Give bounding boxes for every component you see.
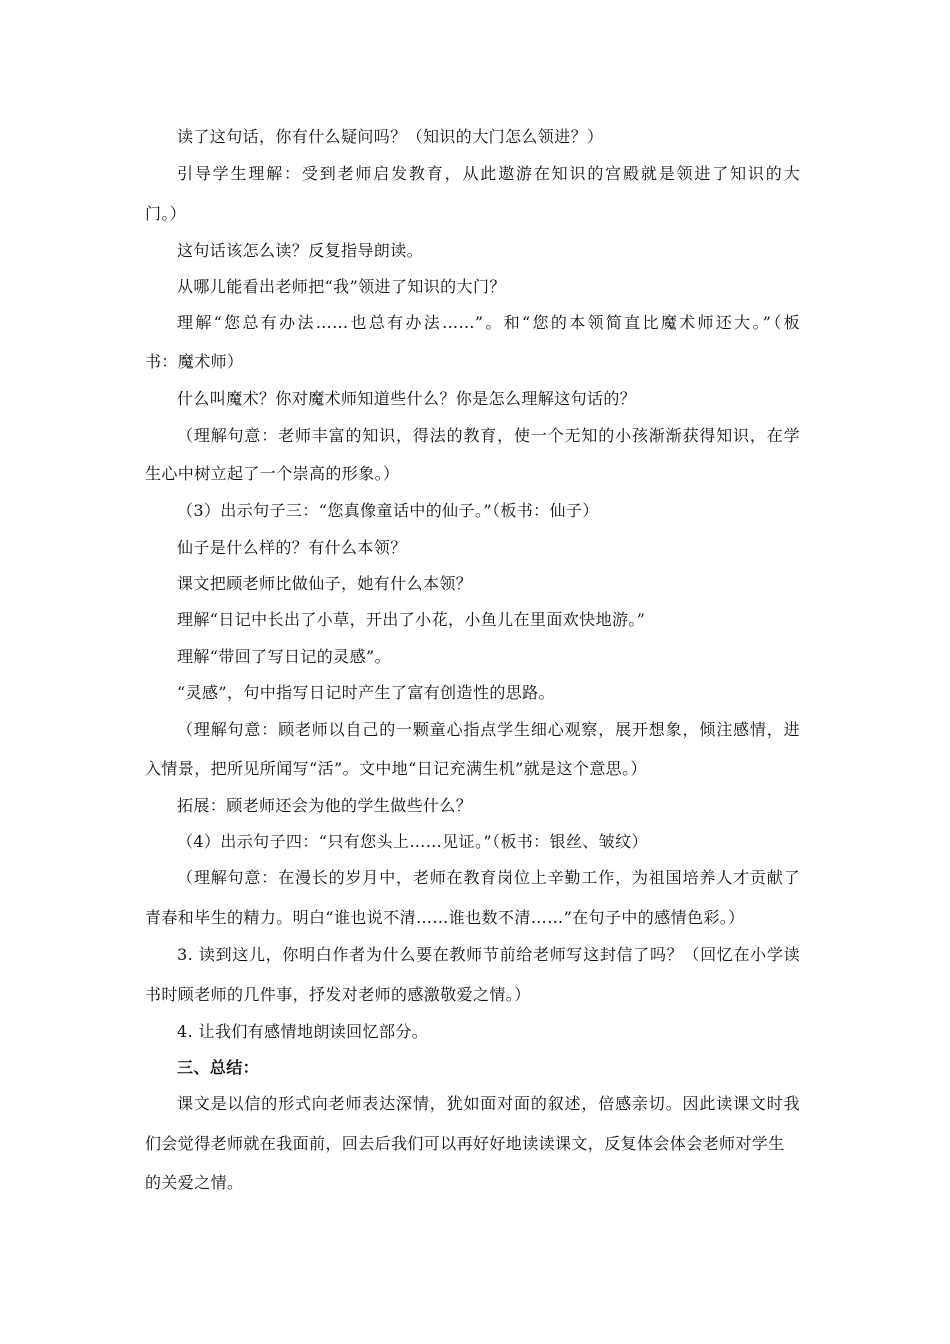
text-line: 书：魔术师） — [145, 352, 244, 371]
text-line: 入情景，把所见所闻写“活”。文中地“日记充满生机”就是这个意思。） — [145, 759, 647, 778]
section-heading: 三、总结： — [177, 1058, 260, 1077]
text-line: 这句话该怎么读？反复指导朗读。 — [177, 241, 424, 260]
text-line: 书时顾老师的几件事，抒发对老师的感激敬爱之情。） — [145, 985, 531, 1004]
text-line: （4）出示句子四：“只有您头上……见证。”（板书：银丝、皱纹） — [177, 832, 648, 851]
text-line: （3）出示句子三：“您真像童话中的仙子。”（板书：仙子） — [177, 501, 599, 520]
text-line: （理解句意：在漫长的岁月中，老师在教育岗位上辛勤工作，为祖国培养人才贡献了 — [177, 868, 800, 887]
text-line: 3. 读到这儿，你明白作者为什么要在教师节前给老师写这封信了吗？（回忆在小学读 — [177, 945, 800, 964]
text-line: 引导学生理解：受到老师启发教育，从此遨游在知识的宫殿就是领进了知识的大 — [177, 164, 800, 183]
text-line: 理解“您总有办法……也总有办法……”。和“您的本领简直比魔术师还大。”（板 — [177, 313, 800, 332]
text-line: 生心中树立起了一个崇高的形象。） — [145, 464, 400, 483]
text-line: 理解“日记中长出了小草，开出了小花，小鱼儿在里面欢快地游。” — [177, 610, 646, 629]
text-line: 们会觉得老师就在我面前，回去后我们可以再好好地读读课文，反复体会体会老师对学生 — [145, 1134, 785, 1153]
text-line: 课文把顾老师比做仙子，她有什么本领？ — [177, 574, 473, 593]
text-line: 门。） — [145, 204, 187, 223]
text-line: 拓展：顾老师还会为他的学生做些什么？ — [177, 796, 473, 815]
text-line: 从哪儿能看出老师把“我”领进了知识的大门？ — [177, 277, 506, 296]
text-line: 4. 让我们有感情地朗读回忆部分。 — [177, 1022, 429, 1041]
text-line: （理解句意：老师丰富的知识，得法的教育，使一个无知的小孩渐渐获得知识，在学 — [177, 426, 800, 445]
text-line: 仙子是什么样的？有什么本领？ — [177, 538, 407, 557]
text-line: 青春和毕生的精力。明白“谁也说不清……谁也数不清……”在句子中的感情色彩。） — [145, 908, 745, 927]
text-line: 什么叫魔术？你对魔术师知道些什么？你是怎么理解这句话的？ — [177, 389, 637, 408]
text-line: “灵感”，句中指写日记时产生了富有创造性的思路。 — [177, 683, 555, 702]
text-line: （理解句意：顾老师以自己的一颗童心指点学生细心观察，展开想象，倾注感情，进 — [177, 720, 800, 739]
text-line: 读了这句话，你有什么疑问吗？（知识的大门怎么领进？） — [177, 127, 604, 146]
text-line: 课文是以信的形式向老师表达深情，犹如面对面的叙述，倍感亲切。因此读课文时我 — [177, 1094, 800, 1113]
text-line: 理解“带回了写日记的灵感”。 — [177, 647, 391, 666]
text-line: 的关爱之情。 — [145, 1173, 244, 1192]
